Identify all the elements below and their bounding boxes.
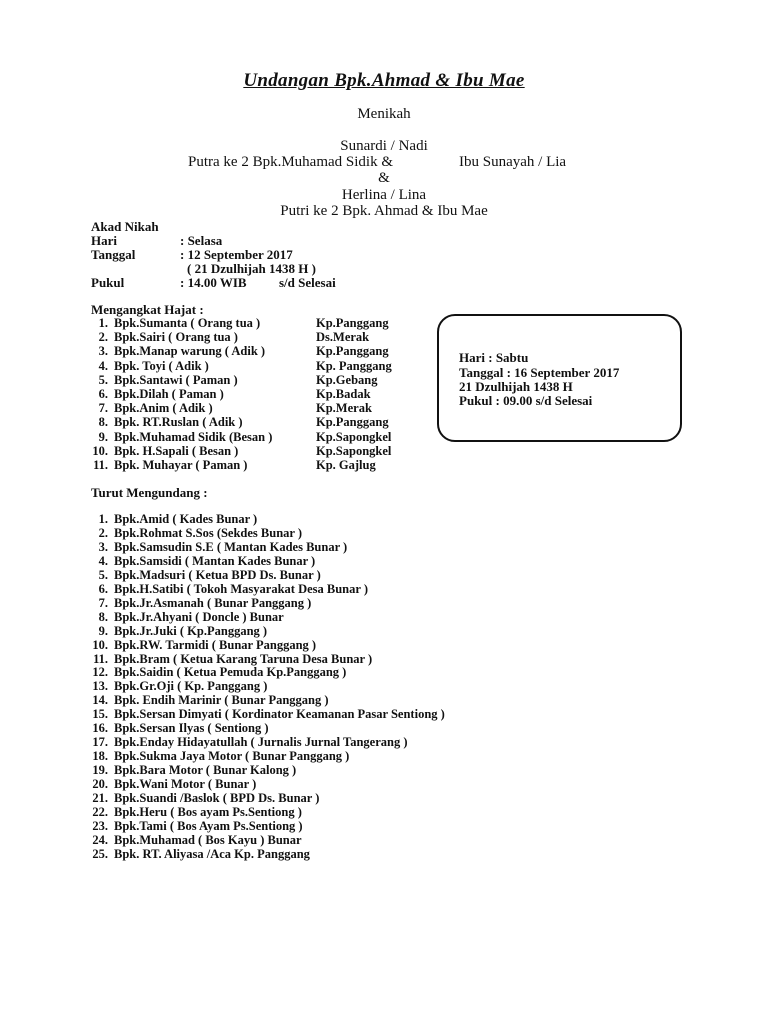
turut-item-text: Bpk.Samsudin S.E ( Mantan Kades Bunar ) <box>114 539 348 554</box>
turut-item <box>80 568 321 583</box>
subtitle-menikah: Menikah <box>357 106 411 122</box>
groom-parents-right: Ibu Sunayah / Lia <box>459 154 567 170</box>
turut-item-number: 11. <box>93 651 108 666</box>
turut-item <box>80 679 267 694</box>
hajat-item-place: Kp.Panggang <box>316 344 389 359</box>
turut-item-text: Bpk.Sersan Ilyas ( Sentiong ) <box>114 721 269 736</box>
turut-item-number: 13. <box>92 679 108 694</box>
turut-item <box>80 819 303 834</box>
turut-item <box>80 610 284 625</box>
turut-item <box>80 540 347 555</box>
hajat-item <box>80 330 370 345</box>
turut-item-number: 18. <box>92 749 108 764</box>
turut-item-text: Bpk.Bara Motor ( Bunar Kalong ) <box>114 763 297 778</box>
akad-hijri: ( 21 Dzulhijah 1438 H ) <box>187 261 316 276</box>
reception-hijri: 21 Dzulhijah 1438 H <box>459 379 573 394</box>
turut-item <box>80 693 329 708</box>
hajat-item-place: Kp.Gebang <box>316 372 378 387</box>
turut-item <box>80 652 372 667</box>
hajat-item-name: Bpk. RT.Ruslan ( Adik ) <box>114 415 243 430</box>
hajat-item-name: Bpk. Muhayar ( Paman ) <box>114 458 248 472</box>
turut-item-number: 8. <box>98 609 108 624</box>
hajat-item-name: Bpk. Toyi ( Adik ) <box>114 358 209 373</box>
turut-item <box>80 665 346 680</box>
turut-item <box>80 582 368 597</box>
bride-parents: Putri ke 2 Bpk. Ahmad & Ibu Mae <box>280 203 488 219</box>
turut-item-number: 1. <box>98 512 108 526</box>
hajat-item-number: 8. <box>98 415 108 430</box>
hajat-item <box>80 358 392 374</box>
akad-heading: Akad Nikah <box>91 219 159 234</box>
turut-item-number: 15. <box>92 707 108 722</box>
hajat-item <box>80 458 376 473</box>
document-title: Undangan Bpk.Ahmad & Ibu Mae <box>243 70 525 91</box>
turut-item-text: Bpk. RT. Aliyasa /Aca Kp. Panggang <box>114 846 310 861</box>
hajat-heading: Mengangkat Hajat : <box>91 302 204 317</box>
hajat-item-number: 9. <box>98 429 108 444</box>
hajat-item <box>80 372 378 388</box>
turut-item-number: 23. <box>92 818 108 833</box>
reception-box <box>437 314 682 442</box>
turut-item-text: Bpk.Wani Motor ( Bunar ) <box>114 777 257 792</box>
hajat-item-place: Kp.Badak <box>316 387 371 401</box>
turut-item-text: Bpk.Gr.Oji ( Kp. Panggang ) <box>114 679 268 694</box>
turut-item-number: 6. <box>98 581 108 596</box>
turut-item <box>80 512 257 527</box>
turut-item <box>80 707 445 722</box>
turut-item-text: Bpk.Samsidi ( Mantan Kades Bunar ) <box>114 553 316 568</box>
turut-item-number: 2. <box>98 525 108 540</box>
turut-item-number: 10. <box>92 637 108 652</box>
hajat-item-place: Ds.Merak <box>316 330 370 345</box>
turut-item-text: Bpk.Bram ( Ketua Karang Taruna Desa Bunar ) <box>114 651 373 666</box>
akad-hari-value: : Selasa <box>180 233 223 248</box>
hajat-item <box>80 387 371 402</box>
hajat-item-place: Kp.Panggang <box>316 415 389 430</box>
turut-item-number: 19. <box>92 763 108 778</box>
akad-hari-label: Hari <box>91 233 117 248</box>
hajat-item-name: Bpk.Sumanta ( Orang tua ) <box>114 316 261 330</box>
hajat-item-number: 7. <box>98 401 108 416</box>
turut-item-text: Bpk.Tami ( Bos Ayam Ps.Sentiong ) <box>114 818 303 833</box>
turut-item-number: 21. <box>92 791 108 805</box>
hajat-item-place: Kp.Panggang <box>316 316 389 330</box>
groom-name: Sunardi / Nadi <box>340 138 428 154</box>
turut-item-number: 25. <box>92 846 108 861</box>
turut-item-number: 22. <box>92 804 108 819</box>
hajat-item <box>80 443 392 459</box>
turut-item <box>80 735 408 750</box>
akad-pukul-value: : 14.00 WIB <box>180 275 247 290</box>
turut-item-text: Bpk.Jr.Asmanah ( Bunar Panggang ) <box>114 595 312 610</box>
turut-item <box>80 805 302 820</box>
hajat-item-number: 2. <box>98 330 108 345</box>
turut-item <box>80 763 296 778</box>
turut-item-text: Bpk.Jr.Ahyani ( Doncle ) Bunar <box>114 609 284 624</box>
hajat-item-name: Bpk.Santawi ( Paman ) <box>114 372 238 387</box>
hajat-item-number: 6. <box>98 387 108 401</box>
turut-item-text: Bpk.Heru ( Bos ayam Ps.Sentiong ) <box>114 804 302 819</box>
hajat-item-name: Bpk.Muhamad Sidik (Besan ) <box>114 429 273 444</box>
turut-item-number: 12. <box>92 665 108 680</box>
groom-parents-left: Putra ke 2 Bpk.Muhamad Sidik & <box>188 154 393 170</box>
hajat-item-place: Kp. Panggang <box>316 358 392 373</box>
turut-item-text: Bpk.Sersan Dimyati ( Kordinator Keamanan Pasar Sentiong ) <box>114 707 445 722</box>
turut-item-number: 9. <box>98 623 108 638</box>
hajat-item-number: 4. <box>98 358 108 373</box>
ampersand: & <box>378 170 390 186</box>
hajat-item <box>80 415 389 430</box>
hajat-item <box>80 316 389 331</box>
turut-item <box>80 721 269 736</box>
turut-item-number: 5. <box>98 567 108 582</box>
hajat-item-name: Bpk.Dilah ( Paman ) <box>114 387 224 401</box>
turut-item-number: 24. <box>92 832 108 847</box>
turut-item-text: Bpk.Suandi /Baslok ( BPD Ds. Bunar ) <box>114 791 320 805</box>
hajat-item-place: Kp.Sapongkel <box>316 429 392 444</box>
turut-item-text: Bpk. Endih Marinir ( Bunar Panggang ) <box>114 693 329 708</box>
hajat-item-place: Kp.Sapongkel <box>316 443 392 458</box>
hajat-item-place: Kp.Merak <box>316 401 372 416</box>
turut-item-text: Bpk.Amid ( Kades Bunar ) <box>114 512 258 526</box>
turut-item-number: 17. <box>92 735 108 750</box>
reception-tanggal: Tanggal : 16 September 2017 <box>459 365 620 380</box>
hajat-item <box>80 344 389 359</box>
turut-item-text: Bpk.Madsuri ( Ketua BPD Ds. Bunar ) <box>114 567 321 582</box>
turut-item <box>80 847 310 862</box>
hajat-item-name: Bpk.Anim ( Adik ) <box>114 401 213 416</box>
turut-item <box>80 833 302 848</box>
reception-hari: Hari : Sabtu <box>459 350 529 365</box>
hajat-item <box>80 401 372 416</box>
akad-tanggal-value: : 12 September 2017 <box>180 247 293 262</box>
hajat-item <box>80 429 392 445</box>
hajat-item-place: Kp. Gajlug <box>316 458 376 472</box>
turut-item <box>80 554 315 569</box>
hajat-item-number: 11. <box>93 458 108 472</box>
turut-item-number: 16. <box>92 721 108 736</box>
turut-item-text: Bpk.Enday Hidayatullah ( Jurnalis Jurnal Tangerang ) <box>114 735 408 750</box>
hajat-item-number: 10. <box>92 443 108 458</box>
turut-item-text: Bpk.RW. Tarmidi ( Bunar Panggang ) <box>114 637 317 652</box>
hajat-item-number: 1. <box>98 316 108 330</box>
akad-pukul-end: s/d Selesai <box>279 275 336 290</box>
turut-item <box>80 749 349 764</box>
turut-item-number: 20. <box>92 777 108 792</box>
turut-item-text: Bpk.Muhamad ( Bos Kayu ) Bunar <box>114 832 302 847</box>
turut-item <box>80 624 267 639</box>
turut-heading: Turut Mengundang : <box>91 485 208 500</box>
turut-item-number: 4. <box>98 553 108 568</box>
akad-tanggal-label: Tanggal <box>91 247 136 262</box>
turut-item <box>80 791 319 806</box>
turut-item <box>80 596 311 611</box>
turut-item <box>80 638 316 653</box>
bride-name: Herlina / Lina <box>341 187 427 203</box>
akad-pukul-label: Pukul <box>91 275 125 290</box>
turut-item-text: Bpk.Sukma Jaya Motor ( Bunar Panggang ) <box>114 749 350 764</box>
hajat-item-number: 3. <box>98 344 108 359</box>
turut-item-text: Bpk.H.Satibi ( Tokoh Masyarakat Desa Bunar ) <box>114 581 368 596</box>
hajat-item-name: Bpk. H.Sapali ( Besan ) <box>114 443 239 458</box>
turut-item-number: 7. <box>98 595 108 610</box>
turut-item <box>80 526 302 541</box>
reception-pukul: Pukul : 09.00 s/d Selesai <box>459 393 593 408</box>
turut-item-text: Bpk.Jr.Juki ( Kp.Panggang ) <box>114 623 268 638</box>
hajat-item-number: 5. <box>98 372 108 387</box>
turut-item-number: 14. <box>92 693 108 708</box>
hajat-item-name: Bpk.Manap warung ( Adik ) <box>114 344 266 359</box>
turut-item-text: Bpk.Saidin ( Ketua Pemuda Kp.Panggang ) <box>114 665 347 680</box>
turut-item-number: 3. <box>98 539 108 554</box>
turut-item <box>80 777 256 792</box>
turut-item-text: Bpk.Rohmat S.Sos (Sekdes Bunar ) <box>114 525 303 540</box>
hajat-item-name: Bpk.Sairi ( Orang tua ) <box>114 330 238 345</box>
